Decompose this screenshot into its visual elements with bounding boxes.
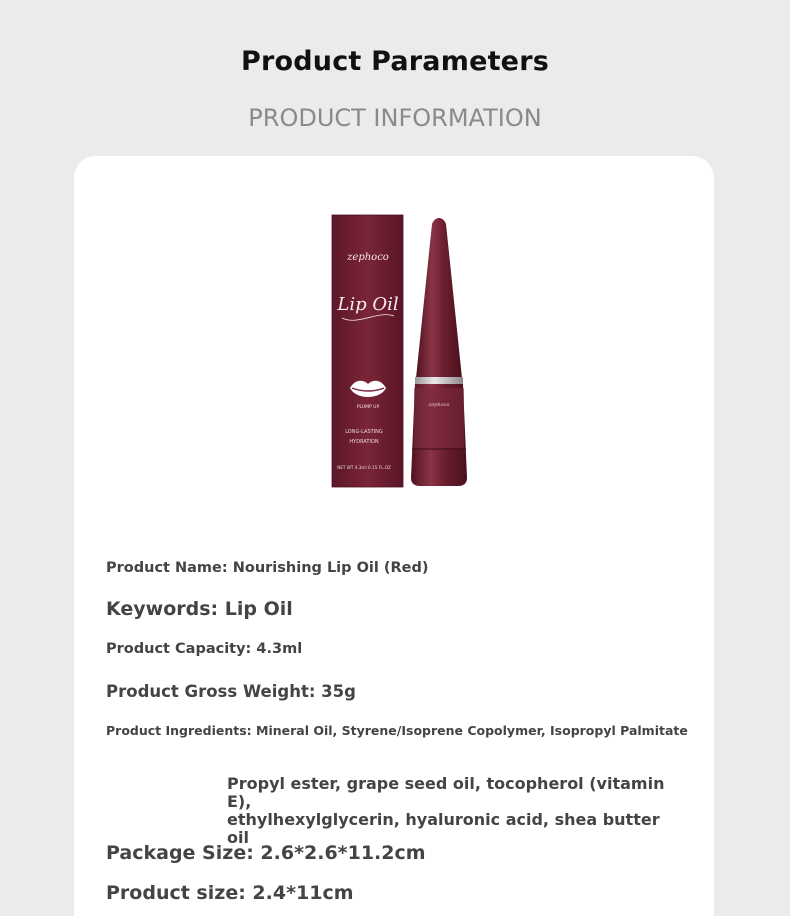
spec-ingredients-continued bbox=[227, 775, 677, 847]
box-brand-text: zephoco bbox=[347, 252, 389, 263]
spec-ingredients: Product Ingredients: Mineral Oil, Styrene/Isoprene Copolymer, Isopropyl Palmitate bbox=[106, 723, 688, 738]
spec-keywords: Keywords: Lip Oil bbox=[106, 598, 293, 620]
spec-capacity: Product Capacity: 4.3ml bbox=[106, 641, 303, 657]
bottle-label-text: zephoco bbox=[428, 402, 450, 408]
spec-ingredients-line-2: ethylhexylglycerin, hyaluronic acid, shea butter oil bbox=[227, 810, 660, 847]
spec-package-size: Package Size: 2.6*2.6*11.2cm bbox=[106, 842, 426, 864]
box-footer-text: NET WT 4.3ml 0.15 FL.OZ bbox=[337, 465, 391, 470]
box-line2-text: HYDRATION bbox=[349, 439, 379, 445]
box-badge-text: PLUMP UP bbox=[356, 405, 380, 410]
box-line1-text: LONG-LASTING bbox=[345, 429, 383, 435]
page-title: Product Parameters bbox=[241, 46, 549, 77]
spec-product-size: Product size: 2.4*11cm bbox=[106, 882, 354, 904]
spec-ingredients-line-1: Propyl ester, grape seed oil, tocopherol (vitamin E), bbox=[227, 774, 665, 811]
spec-gross-weight: Product Gross Weight: 35g bbox=[106, 682, 356, 701]
product-image bbox=[328, 210, 478, 495]
product-box bbox=[332, 215, 403, 487]
box-title-text: Lip Oil bbox=[337, 294, 399, 315]
product-bottle bbox=[411, 218, 467, 486]
spec-product-name: Product Name: Nourishing Lip Oil (Red) bbox=[106, 560, 429, 576]
page-subtitle: PRODUCT INFORMATION bbox=[248, 104, 542, 132]
